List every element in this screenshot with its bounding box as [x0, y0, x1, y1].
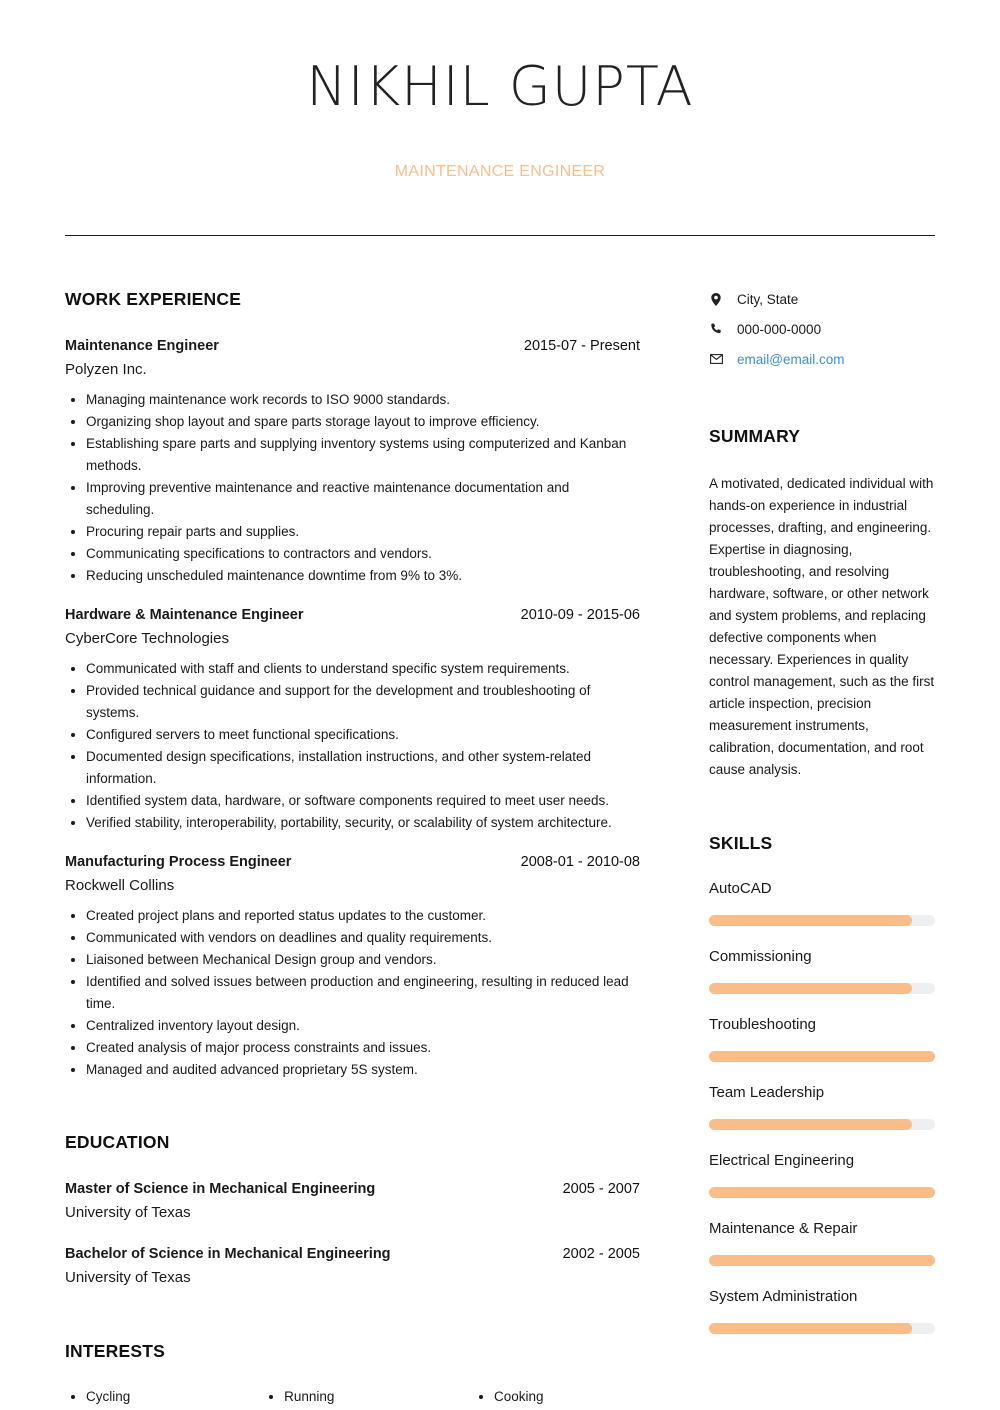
job-dates: 2015-07 - Present — [523, 338, 640, 354]
degree-name: Master of Science in Mechanical Engineering — [65, 1181, 376, 1197]
skill-name: Electrical Engineering — [709, 1152, 855, 1169]
header-divider — [65, 235, 935, 236]
job-bullet: • Provided technical guidance and support for the development and troubleshooting of systems. — [86, 680, 640, 724]
job-header — [65, 336, 640, 356]
skill-level-fill — [709, 1187, 935, 1198]
job-bullet: • Establishing spare parts and supplying inventory systems using computerized and Kanban methods. — [86, 433, 640, 477]
job-bullet: • Communicating specifications to contractors and vendors. — [86, 543, 640, 565]
education-heading: EDUCATION — [65, 1132, 170, 1152]
skill-level-fill — [709, 1051, 935, 1062]
job-bullet: • Improving preventive maintenance and reactive maintenance documentation and scheduling. — [86, 477, 640, 521]
skill-entry — [709, 947, 935, 994]
skill-level-bar — [709, 1187, 935, 1198]
school-name: University of Texas — [65, 1269, 191, 1286]
job-dates: 2010-09 - 2015-06 — [520, 607, 640, 623]
job-entry — [65, 336, 640, 587]
job-title: MAINTENANCE ENGINEER — [394, 163, 606, 180]
interest-item: • Cooking — [494, 1386, 640, 1408]
job-company: Rockwell Collins — [65, 877, 175, 894]
skill-entry — [709, 1083, 935, 1130]
interest-column — [473, 1386, 640, 1408]
interest-column — [65, 1386, 263, 1408]
skill-level-bar — [709, 1255, 935, 1266]
job-entry — [65, 852, 640, 1081]
job-bullet: • Liaisoned between Mechanical Design group and vendors. — [86, 949, 640, 971]
skill-name: Commissioning — [709, 948, 812, 965]
interest-item: • Cycling — [86, 1386, 263, 1408]
education-dates: 2005 - 2007 — [562, 1181, 640, 1197]
location-text: City, State — [737, 291, 799, 307]
skill-level-bar — [709, 1119, 935, 1130]
job-position: Hardware & Maintenance Engineer — [65, 607, 304, 623]
education-header — [65, 1179, 640, 1199]
phone-icon — [709, 322, 723, 336]
candidate-name: NIKHIL GUPTA — [306, 55, 694, 118]
skill-name: Team Leadership — [709, 1084, 825, 1101]
job-bullet: • Configured servers to meet functional specifications. — [86, 724, 640, 746]
education-header — [65, 1244, 640, 1264]
job-bullet: • Reducing unscheduled maintenance downtime from 9% to 3%. — [86, 565, 640, 587]
skill-level-fill — [709, 1323, 912, 1334]
main-column — [65, 286, 640, 1408]
interest-item: • Running — [284, 1386, 473, 1408]
job-bullet: • Communicated with staff and clients to understand specific system requirements. — [86, 658, 640, 680]
job-bullet: • Procuring repair parts and supplies. — [86, 521, 640, 543]
skill-level-bar — [709, 915, 935, 926]
contact-location — [709, 284, 935, 314]
job-bullet: • Created project plans and reported status updates to the customer. — [86, 905, 640, 927]
job-bullet: • Centralized inventory layout design. — [86, 1015, 640, 1037]
job-bullet: • Identified and solved issues between production and engineering, resulting in reduced lead time. — [86, 971, 640, 1015]
skill-level-fill — [709, 915, 912, 926]
summary-text: A motivated, dedicated individual with hands-on experience in industrial processes, drafting, and engineering. Expertise in diagnosing, troubleshooting, and resolving hardware, software, or other network and system problems, and replacing defective components when necessary. Experiences in quality control management, such as the first article inspection, precision measurement instruments, calibration, documentation, and root cause analysis. — [709, 476, 935, 777]
skill-level-bar — [709, 1051, 935, 1062]
interest-column — [263, 1386, 473, 1408]
phone-text: 000-000-0000 — [737, 321, 822, 337]
email-link[interactable]: email@email.com — [737, 351, 845, 367]
skill-level-fill — [709, 1119, 912, 1130]
contact-phone — [709, 314, 935, 344]
education-dates: 2002 - 2005 — [562, 1246, 640, 1262]
skills-list — [709, 879, 935, 1334]
job-bullet: • Created analysis of major process constraints and issues. — [86, 1037, 640, 1059]
job-header — [65, 852, 640, 872]
skill-level-bar — [709, 983, 935, 994]
education-entry — [65, 1244, 640, 1288]
skill-name: Maintenance & Repair — [709, 1220, 858, 1237]
job-bullet: • Documented design specifications, installation instructions, and other system-related information. — [86, 746, 640, 790]
job-bullet: • Managed and audited advanced proprietary 5S system. — [86, 1059, 640, 1081]
skill-entry — [709, 1287, 935, 1334]
job-bullet: • Communicated with vendors on deadlines and quality requirements. — [86, 927, 640, 949]
education-list — [65, 1179, 640, 1288]
job-bullets — [65, 658, 640, 834]
skills-heading: SKILLS — [709, 833, 773, 853]
job-entry — [65, 605, 640, 834]
contact-email[interactable] — [709, 344, 935, 374]
location-pin-icon — [709, 292, 723, 306]
skill-entry — [709, 879, 935, 926]
summary-heading: SUMMARY — [709, 426, 801, 446]
job-header — [65, 605, 640, 625]
job-bullet: • Organizing shop layout and spare parts storage layout to improve efficiency. — [86, 411, 640, 433]
degree-name: Bachelor of Science in Mechanical Engineering — [65, 1246, 391, 1262]
education-entry — [65, 1179, 640, 1223]
job-dates: 2008-01 - 2010-08 — [520, 854, 640, 870]
job-bullet: • Identified system data, hardware, or software components required to meet user needs. — [86, 790, 640, 812]
job-company: Polyzen Inc. — [65, 361, 147, 378]
job-bullet: • Managing maintenance work records to ISO 9000 standards. — [86, 389, 640, 411]
skill-entry — [709, 1151, 935, 1198]
job-company: CyberCore Technologies — [65, 630, 229, 647]
skill-entry — [709, 1015, 935, 1062]
school-name: University of Texas — [65, 1204, 191, 1221]
interests-heading: INTERESTS — [65, 1341, 166, 1361]
skill-name: AutoCAD — [709, 880, 772, 897]
job-bullet: • Verified stability, interoperability, portability, security, or scalability of system architecture. — [86, 812, 640, 834]
job-bullets — [65, 389, 640, 587]
skill-name: Troubleshooting — [709, 1016, 817, 1033]
interests-list — [65, 1386, 640, 1408]
sidebar-column — [709, 284, 935, 1334]
work-experience-heading: WORK EXPERIENCE — [65, 289, 242, 309]
envelope-icon — [709, 352, 723, 366]
skill-level-bar — [709, 1323, 935, 1334]
job-position: Maintenance Engineer — [65, 338, 219, 354]
job-bullets — [65, 905, 640, 1081]
skill-entry — [709, 1219, 935, 1266]
skill-level-fill — [709, 1255, 935, 1266]
job-position: Manufacturing Process Engineer — [65, 854, 292, 870]
job-list — [65, 336, 640, 1081]
skill-name: System Administration — [709, 1288, 858, 1305]
skill-level-fill — [709, 983, 912, 994]
